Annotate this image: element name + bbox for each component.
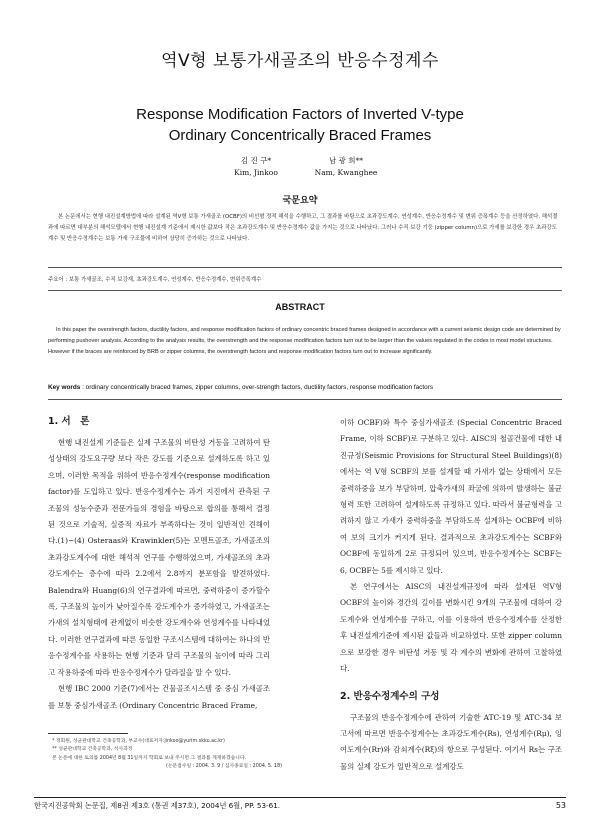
right-paragraph-1: 이하 OCBF)와 특수 중심가새골조 (Special Concentric Braced Frame, 이하 SCBF)로 구분하고 있다. AISC의 철골건물에 대한 내진규정(Seismic Provisions for Structural Steel Buildings)(8)에서는 역 V형 SCBF의 보를 설계할 때 가새가 없는 상태에서 모든 중력하중을 보가 부담하며, 압축가새의 좌굴에 의하여 발생하는 불균형력 또한 고려하여 설계하도록 규정하고 있다. 따라서 불균형력을 고려하지 않고 가새가 중력하중을 부담하도록 설계하는 OCBF에 비하여 보의 크기가 커지게 된다. 결과적으로 초과강도계수는 SCBF와 OCBF에 동일하게 2로 규정되어 있으며, 반응수정계수는 SCBF는 6, OCBF는 5를 제시하고 있다. bbox=[340, 418, 562, 575]
korean-abstract-heading: 국문요약 bbox=[282, 196, 318, 206]
english-keywords bbox=[48, 384, 562, 391]
english-title-line-1: Response Modification Factors of Inverted V-type bbox=[136, 106, 464, 123]
author-2-english-name: Nam, Kwanghee bbox=[314, 168, 378, 177]
keywords-list: : ordinary concentrically braced frames, zipper columns, over-strength factors, ductility factors, response modification factors bbox=[82, 384, 434, 391]
footnote-3: 본 논문에 대한 토의를 2004년 8월 31일까지 학회로 보내 주시면 그 결과를 게재하겠습니다. bbox=[52, 755, 247, 761]
divider bbox=[48, 290, 562, 291]
section-1-paragraph-1: 현행 내진설계 기준들은 실제 구조물의 비탄성 거동을 고려하여 탄성상태의 강도요구량 보다 작은 강도를 기준으로 설계하도록 하고 있으며, 이러한 목적을 위하여 반응수정계수(response modification factor)를 도입하고 있다. 반응수정계수는 과거 지진에서 관측된 구조물의 성능수준과 전문가들의 경험을 바탕으로 합의를 통해서 결정된 것으로 기술적, 실증적 자료가 부족하다는 것이 일반적인 견해이다.(1)~(4) Osteraas와 Krawinkler(5)는 모멘트골조, 가새골조의 초과강도계수에 대한 해석적 연구를 수행하였으며, 가새골조의 초과강도계수는 층수에 따라 2.2에서 2.8까지 분포함을 발견하였다. Balendra와 Huang(6)의 연구결과에 따르면, 중력하중이 증가할수록, 구조물의 높이가 낮아질수록 강도계수가 증가하였고, 가새골조는 가새의 설치형태에 관계없이 비슷한 강도계수와 연성계수를 나타내었다. 이러한 연구결과에 따른 동일한 구조시스템에 대하여는 하나의 반응수정계수를 사용하는 현행 기준과 달리 구조물의 높이에 따라 그리고 작용하중에 따라 반응수정계수가 달라질을 알 수 있다. bbox=[48, 438, 270, 677]
author-1-korean-name: 김 진 구* bbox=[240, 156, 272, 165]
left-column bbox=[48, 415, 270, 714]
footer-rule bbox=[34, 797, 566, 798]
korean-abstract: 본 논문에서는 현행 내진설계방법에 따라 설계된 역V형 보통 가새골조 (OCBF)의 비선형 정적 해석을 수행하고, 그 결과를 바탕으로 초과강도계수, 연성계수, 반응수정계수 및 변위 증폭계수 등을 산정하였다. 해석결과에 따르면 대부분의 해석모델에서 현행 내진설계 기준에서 제시한 값보다 작은 초과강도계수 및 반응수정계수 값을 가지는 것으로 나타났다. 그러나 수직 보강 기둥 (zipper column)으로 가새를 보강한 경우 초과강도계수 및 반응수정계수는 보통 가새 구조물에 비하여 상당히 증가하는 것으로 나타났다. bbox=[48, 214, 558, 243]
footnote-rule bbox=[48, 733, 128, 734]
divider bbox=[48, 399, 562, 400]
english-abstract-heading: ABSTRACT bbox=[275, 302, 325, 312]
korean-title: 역V형 보통가새골조의 반응수정계수 bbox=[161, 51, 439, 71]
footnote-1: * 정회원, 성균관대학교 건축공학과, 부교수(대표저자:jinkoo@yurim.skku.ac.kr) bbox=[52, 739, 225, 744]
korean-keywords: 주요어 : 보통 가새골조, 수직 보강재, 초과강도계수, 연성계수, 반응수정계수, 변위증폭계수 bbox=[48, 277, 262, 283]
english-title-line-2: Ordinary Concentrically Braced Frames bbox=[168, 127, 432, 144]
footnote-2: ** 성균관대학교 건축공학과, 석사과정 bbox=[52, 747, 133, 753]
author-1-english-name: Kim, Jinkoo bbox=[234, 168, 278, 177]
running-footer: 한국지진공학회 논문집, 제8권 제3호 (통권 제37호), 2004년 6월, PP. 53-61. bbox=[34, 801, 281, 810]
footnotes bbox=[52, 738, 282, 772]
right-paragraph-2: 본 연구에서는 AISC의 내진설계규정에 따라 설계된 역V형 OCBF의 높이와 경간의 길이를 변화시킨 9개의 구조물에 대하여 강도계수와 연성계수를 구하고, 이를 이용하여 반응수정계수를 산정한 후 내진설계기준에 제시된 값들과 비교하였다. 또한 zipper column으로 보강한 경우 비탄성 거동 및 각 계수의 변화에 관하여 고찰하였다. bbox=[340, 582, 562, 674]
section-2-paragraph-1: 구조물의 반응수정계수에 관하여 기술한 ATC-19 및 ATC-34 보고서에 따르면 반응수정계수는 초과강도계수(Rs), 연성계수(Rμ), 잉여도계수(Rr)와 감쇠계수(Rξ)의 항으로 구성된다. 여기서 Rs는 구조물의 실제 강도가 일반적으로 설계강도 bbox=[340, 712, 562, 771]
section-1-heading: 1. 서 론 bbox=[48, 416, 90, 427]
section-1-paragraph-2: 현행 IBC 2000 기준(7)에서는 건물골조시스템 중 중심 가새골조를 보통 중심가새골조 (Ordinary Concentric Braced Frame, bbox=[48, 684, 270, 710]
english-title bbox=[0, 104, 600, 146]
english-abstract: In this paper the overstrength factors, ductility factors, and response modification factors of ordinary concentric braced frames designed in accordance with a current seismic design code are determined by performing pushover analysis. According to the analysis results, the overstrength and the response modification factors turn out to be larger than the values regulated in the codes in most model structures. However if the braces are reinforced by BRB or zipper columns, the overstrength factors and response modification factors turn out to increase significantly. bbox=[48, 327, 561, 355]
divider bbox=[48, 267, 562, 268]
keywords-label: Key words bbox=[48, 384, 81, 391]
author-2-korean-name: 남 광 희** bbox=[328, 156, 363, 165]
page-number: 53 bbox=[555, 801, 566, 810]
section-2-heading: 2. 반응수정계수의 구성 bbox=[340, 690, 440, 702]
footnote-4: (논문접수일 : 2004. 3. 9 / 심사종료일 : 2004. 5. 18) bbox=[166, 764, 282, 770]
right-column bbox=[340, 415, 562, 775]
author-2 bbox=[286, 155, 406, 179]
